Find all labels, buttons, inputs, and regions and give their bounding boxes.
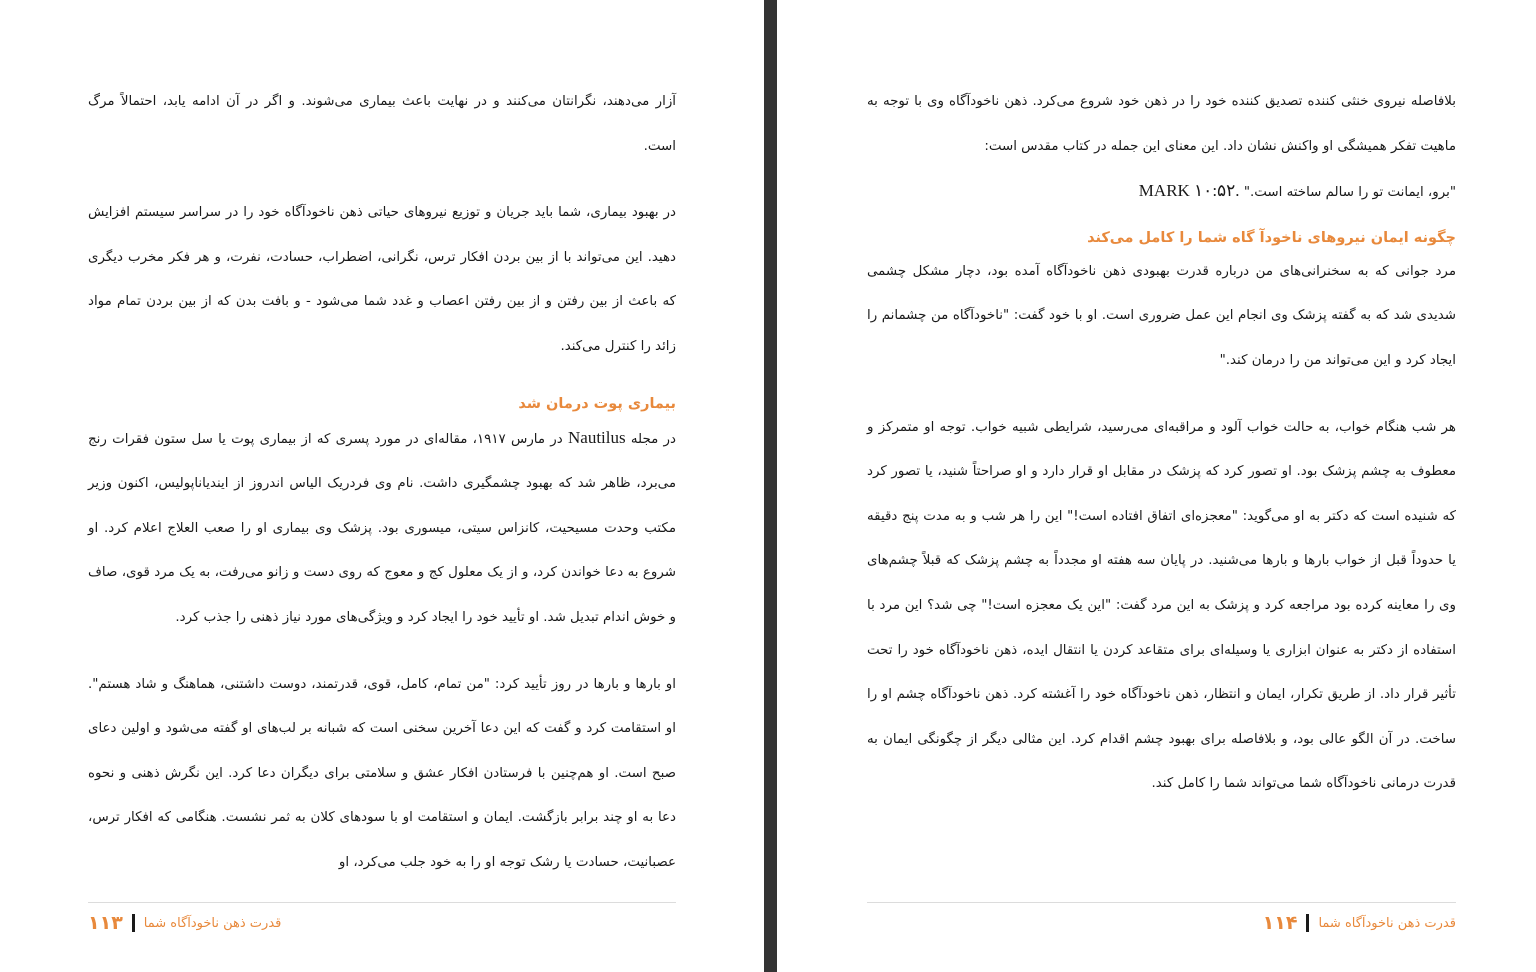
page-114 <box>867 0 1456 972</box>
page-114-content <box>867 80 1456 807</box>
paragraph: آزار می‌دهند، نگرانتان می‌کنند و در نهایت باعث بیماری می‌شوند. و اگر در آن ادامه یابد، احتمالاً مرگ است. <box>88 94 676 154</box>
page-number: ۱۱۴ <box>1262 912 1298 934</box>
book-spine <box>764 0 777 972</box>
page-number: ۱۱۳ <box>88 912 123 934</box>
page-footer <box>867 908 1456 938</box>
paragraph <box>88 416 676 641</box>
paragraph: هر شب هنگام خواب، به حالت خواب آلود و مراقبه‌ای می‌رسید، شرایطی شبیه خواب. توجه او متمرکز و معطوف به چشم پزشک بود. او تصور کرد که پزشک در مقابل او قرار دارد و او صراحتاً شنید، یا تصور کرد که شنیده است که دکتر به او می‌گوید: "معجزه‌ای اتفاق افتاده است!" این را هر شب و به مدت پنج دقیقه یا حدوداً قبل از خواب بارها و بارها می‌شنید. در پایان سه هفته او مجدداً به چشم پزشک که قبلاً چشم‌های وی را معاینه کرده بود مراجعه کرد و پزشک به این مرد گفت: "این یک معجزه است!" چی شد؟ این مرد با استفاده از دکتر به عنوان ابزاری یا وسیله‌ای برای متقاعد کردن یا انتقال ایده، ذهن ناخودآگاه خود را تحت تأثیر قرار داد. از طریق تکرار، ایمان و انتظار، ذهن ناخودآگاه خود را آغشته کرد. ذهن ناخودآگاه چشم او را ساخت. در آن الگو عالی بود، و بلافاصله برای بهبود چشم اقدام کرد. این مثالی دیگر از چگونگی ایمان به قدرت درمانی ناخودآگاه شما می‌تواند شما را کامل کند. <box>867 419 1456 792</box>
footer-divider <box>867 902 1456 903</box>
page-footer <box>88 908 676 938</box>
paragraph <box>867 80 1456 216</box>
paragraph: در بهبود بیماری، شما باید جریان و توزیع نیروهای حیاتی ذهن ناخودآگاه خود را در سراسر سیستم افزایش دهید. این می‌تواند با از بین بردن افکار ترس، نگرانی، اضطراب، حسادت، نفرت، و هر فکر مخرب دیگری که باعث از بین رفتن و از بین رفتن اعصاب و غدد شما می‌شود - و بافت بدن که از بین بردن تمام مواد زائد را کنترل می‌کند. <box>88 205 676 354</box>
footer-divider <box>88 902 676 903</box>
running-title: قدرت ذهن ناخودآگاه شما <box>1318 915 1456 931</box>
section-heading: چگونه ایمان نیروهای ناخودآ گاه شما را کامل می‌کند <box>1087 229 1456 246</box>
running-title: قدرت ذهن ناخودآگاه شما <box>143 915 282 931</box>
paragraph: او بارها و بارها در روز تأیید کرد: "من تمام، کامل، قوی، قدرتمند، دوست داشتنی، هماهنگ و شاد هستم". او استقامت کرد و گفت که این دعا آخرین سخنی است که شبانه بر لب‌های او گفته می‌شود و اولین دعای صبح است. او هم‌چنین با فرستادن افکار عشق و سلامتی برای دیگران دعا کرد. این نگرش ذهنی و نحوه دعا به او چند برابر بازگشت. ایمان و استقامت او با سودهای کلان به ثمر نشست. هنگامی که افکار ترس، عصبانیت، حسادت یا رشک توجه او را به خود جلب می‌کرد، او <box>88 676 676 870</box>
footer-separator <box>132 914 135 932</box>
page-113-content <box>88 80 676 886</box>
page-113 <box>88 0 676 972</box>
bible-quote: "برو، ایمانت تو را سالم ساخته است." <box>1243 185 1456 201</box>
paragraph-text: بلافاصله نیروی خنثی کننده تصدیق کننده خود را در ذهن خود شروع می‌کرد. ذهن ناخودآگاه وی با توجه به ماهیت تفکر همیشگی او واکنش نشان داد. این معنای این جمله در کتاب مقدس است: <box>867 94 1456 154</box>
paragraph-prefix: در مجله <box>630 431 676 447</box>
section-heading: بیماری پوت درمان شد <box>518 395 676 412</box>
footer-separator <box>1306 914 1309 932</box>
magazine-name: Nautilus <box>568 427 626 447</box>
bible-reference: MARK ۱۰:۵۲. <box>1138 181 1240 201</box>
paragraph: مرد جوانی که به سخنرانی‌های من درباره قدرت بهبودی ذهن ناخودآگاه آمده بود، دچار مشکل چشمی شدیدی شد که به گفته پزشک وی انجام این عمل ضروری است. او با خود گفت: "ناخودآگاه من چشمانم را ایجاد کرد و این می‌تواند من را درمان کند." <box>867 263 1456 368</box>
paragraph-text: در مارس ۱۹۱۷، مقاله‌ای در مورد پسری که از بیماری پوت یا سل ستون فقرات رنج می‌برد، ظاهر شد که بهبود چشمگیری داشت. نام وی فردریک الیاس اندروز از ایندیاناپولیس، اکنون وزیر مکتب وحدت مسیحیت، کانزاس سیتی، میسوری بود. پزشک وی بیماری او را صعب العلاج اعلام کرد. او شروع به دعا خواندن کرد، و از یک معلول کج و معوج که روی دست و زانو می‌رفت، به یک مرد قوی، صاف و خوش اندام تبدیل شد. او تأیید خود را ایجاد کرد و ویژگی‌های مورد نیاز ذهنی را جذب کرد. <box>88 431 676 625</box>
